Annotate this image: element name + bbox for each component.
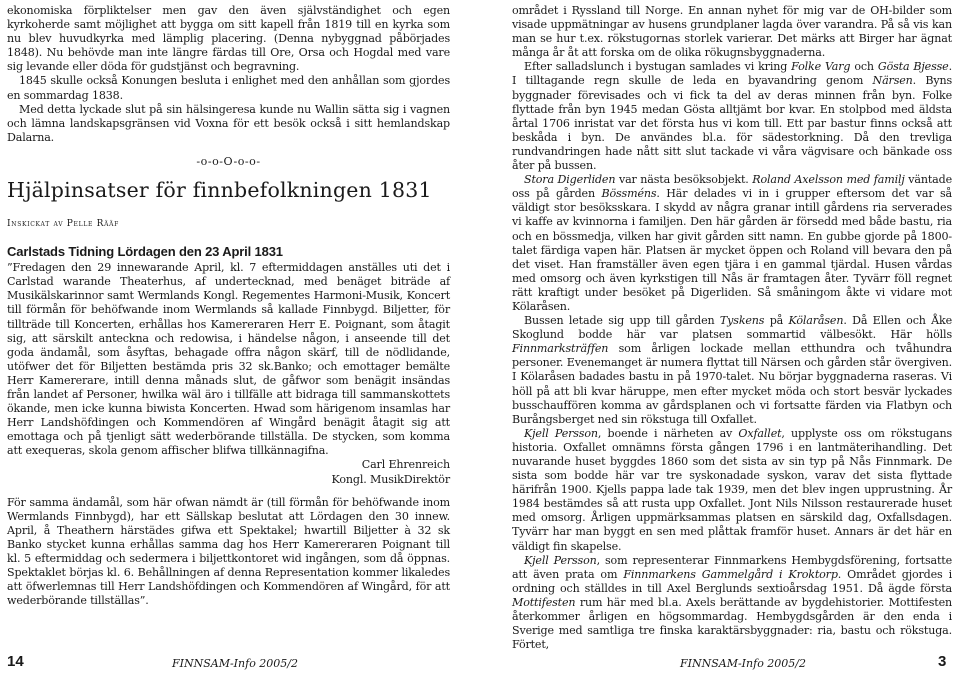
right-paragraph-1: området i Ryssland till Norge. En annan nyhet för mig var de OH-bilder som visade uppmätningar av husens grundplaner lagda över varandra. På så vis kan man se hur t.ex. rökstugornas storlek varierar. Det märks att Birger har ägnat många år åt att forska om de olika rökugnsbyggnaderna. xyxy=(512,4,952,60)
left-publication-name: FINNSAM-Info 2005/2 xyxy=(172,657,299,670)
right-paragraph-6: Kjell Persson, som representerar Finnmarkens Hembygdsförening, fortsatte att även prata om Finnmarkens Gammelgård i Kroktorp. Området gjordes i ordning och ställdes in till Axel Berglunds sextioårsdag 1951. Då ägde första Mottifesten rum här med bl.a. Axels berättande av bygdehistorier. Mottifesten återkommer årligen en högsommardag. Hembygdsgården är den enda i Sverige med samtliga tre finska karaktärsbyggnader: ria, bastu och rökstuga. Förtet, xyxy=(512,553,953,652)
right-paragraph-4: Bussen letade sig upp till gården Tyskens på Kölaråsen. Då Ellen och Åke Skoglund bodde här var platsen sommartid välbesökt. Här hölls Finnmarksträffen som årligen lockade mellan etthundra och tvåhundra personer. Evenemanget är numera flyttat till Närsen och gården står övergiven. I Kölaråsen badades bastu in på 1970-talet. Nu börjar byggnaderna raseras. Vi höll på att bli kvar häruppe, men efter mycket möda och stort besvär lyckades busschauffören komma av gårdsplanen och vi fortsatte färden via Flatbyn och Burångsberget ned sin rökstuga till Oxfallet. xyxy=(512,314,952,426)
section-separator: -o-o-O-o-o- xyxy=(196,154,261,168)
signature-name: Carl Ehrenreich xyxy=(361,458,450,472)
article-byline xyxy=(7,217,450,231)
left-paragraph-2: 1845 skulle också Konungen besluta i enlighet med den anhållan som gjordes en sommardag 1838. xyxy=(7,74,450,102)
right-paragraph-3: Stora Digerliden var nästa besöksobjekt. Roland Axelsson med familj väntade oss på gården Bössméns. Här delades vi in i grupper eftersom det var så väldigt stor besöksskara. I skydd av några granar intill gårdens ria serverades vi kaffe av kvinnorna i familjen. Den här gården är försedd med både bastu, ria och en bössmedja, vilken har givit gården sitt namn. En gubbe gjorde på 1800-talet färdiga vapen här. Platsen är mycket öppen och Roland vill bevara den på det viset. Han framställer även egen tjära i en gammal tjärdal. Husen vårdas med omsorg och även kyrkstigen till Nås är framtagen åter. Tyvärr föll regnet rätt kraftigt under besöket på Digerliden. Så småningom åkte vi vidare mot Kölaråsen. xyxy=(512,173,952,313)
left-paragraph-5: För samma ändamål, som här ofwan nämdt är (till förmån för behöfwande inom Wermlands Finnbygd), har ett Sällskap beslutat att Lördagen den 30 innew. April, å Theathern härstädes gifwa ett Spektakel; hwartill Biljetter à 32 sk Banko stycket kunna erhållas samma dag hos Herr Kamereraren Poignant till kl. 5 eftermiddag och sedermera i biljettkontoret wid ingången, som då öppnas. Spektaklet börjas kl. 6. Behållningen af denna Representation kommer likaledes att öfwerlemnas till Herr Landshöfdingen och Kommendören af Wingård, för att wederbörande tillställas”. xyxy=(7,495,450,608)
byline-text: Inskickat av Pelle Rääf xyxy=(7,219,120,230)
article-subheading: Carlstads Tidning Lördagen den 23 April 1831 xyxy=(7,244,283,260)
right-publication-name: FINNSAM-Info 2005/2 xyxy=(680,657,807,670)
right-page-number: 3 xyxy=(938,653,947,670)
right-paragraph-2: Efter salladslunch i bystugan samlades vi kring Folke Varg och Gösta Bjesse. I tilltagande regn skulle de leda en byavandring genom Närsen. Byns byggnader förevisades och vi fick ta del av deras minnen från byn. Folke flyttade från byn 1945 medan Gösta alltjämt bor kvar. En stolpbod med äldsta årtal 1706 inristat var det första hus vi kom till. Ett par bastur finns också att beskåda i byn. De användes bl.a. för sädestorkning. Då den trevliga rundvandringen hade nått sitt slut tackade vi våra vägvisare och bänkade oss åter på bussen. xyxy=(512,60,952,173)
left-paragraph-3: Med detta lyckade slut på sin hälsingeresa kunde nu Wallin sätta sig i vagnen och lämna landskapsgränsen vid Voxna för ett besök också i sitt hemlandskap Dalarna. xyxy=(7,102,450,144)
left-paragraph-4: ”Fredagen den 29 innewarande April, kl. 7 eftermiddagen anställes uti det i Carlstad warande Theaterhus, af undertecknad, med benäget biträde af Musikälskarinnor samt Wermlands Kongl. Regementes Harmoni-Musik, Koncert till förmån för behöfwande inom Wermlands så kallade Finnbygd. Biljetter, för tillträde till Koncerten, erhållas hos Kamereraren Herr E. Poignant, som åtagit sig, att särskilt anteckna och redowisa, i händelse någon, i anseende till det goda ändamål, som åsyftas, behagade offra någon skärf, till de nödlidande, utöfwer det för Biljetten bestämda pris 32 sk.Banko; och emottager bemälte Herr Kamererare, intill denna månads slut, de gåfwor som benägit insändas från landet af Personer, hwilka wäl äro i tillfälle att bidraga till sammanskottets ökande, men icke kunna biwista Koncerten. Hwad som härigenom insamlas har Herr Landshöfdingen och Kommendören af Wingård benägit åtagit sig att emottaga och på tjenligt sätt wederbörande tillställa. De stycken, som komma att exequeras, skola genom affischer blifwa tillkännagifna. xyxy=(7,261,450,458)
article-title: Hjälpinsatser för finnbefolkningen 1831 xyxy=(7,178,432,203)
signature-title: Kongl. MusikDirektör xyxy=(331,472,450,486)
left-column xyxy=(7,4,450,608)
left-paragraph-1: ekonomiska förpliktelser men gav den även självständighet och egen kyrkoherde samt möjlighet att bygga om sitt kapell från 1819 till en kyrka som nu blev huvudkyrka med lämplig placering. (Denna nybyggnad påbörjades 1848). Nu behövde man inte längre färdas till Ore, Orsa och Hogdal med vare sig levande eller döda för gudstjänst och begravning. xyxy=(7,4,450,74)
right-paragraph-5: Kjell Persson, boende i närheten av Oxfallet, upplyste oss om rökstugans historia. Oxfallet omnämns första gången 1796 i en lantmäterihandling. Det nuvarande huset byggdes 1860 som det sista av sin typ på Nås Finnmark. De sista som bodde här var tre syskonadade syskon, varav det sista flyttade härifrån 1900. Kjells pappa lade tak 1939, men det blev ingen upprustning. År 1984 bestämdes så att rusta upp Oxfallet. Jont Nils Nilsson restaurerade huset med omsorg. Årligen uppmärksammas platsen en särskild dag, Oxfallsdagen. Tyvärr har man byggt en sen med plåttak framför huset. Annars är det här en väldigt fin skapelse. xyxy=(512,426,952,553)
left-page-number: 14 xyxy=(7,653,24,670)
right-column xyxy=(512,4,952,652)
